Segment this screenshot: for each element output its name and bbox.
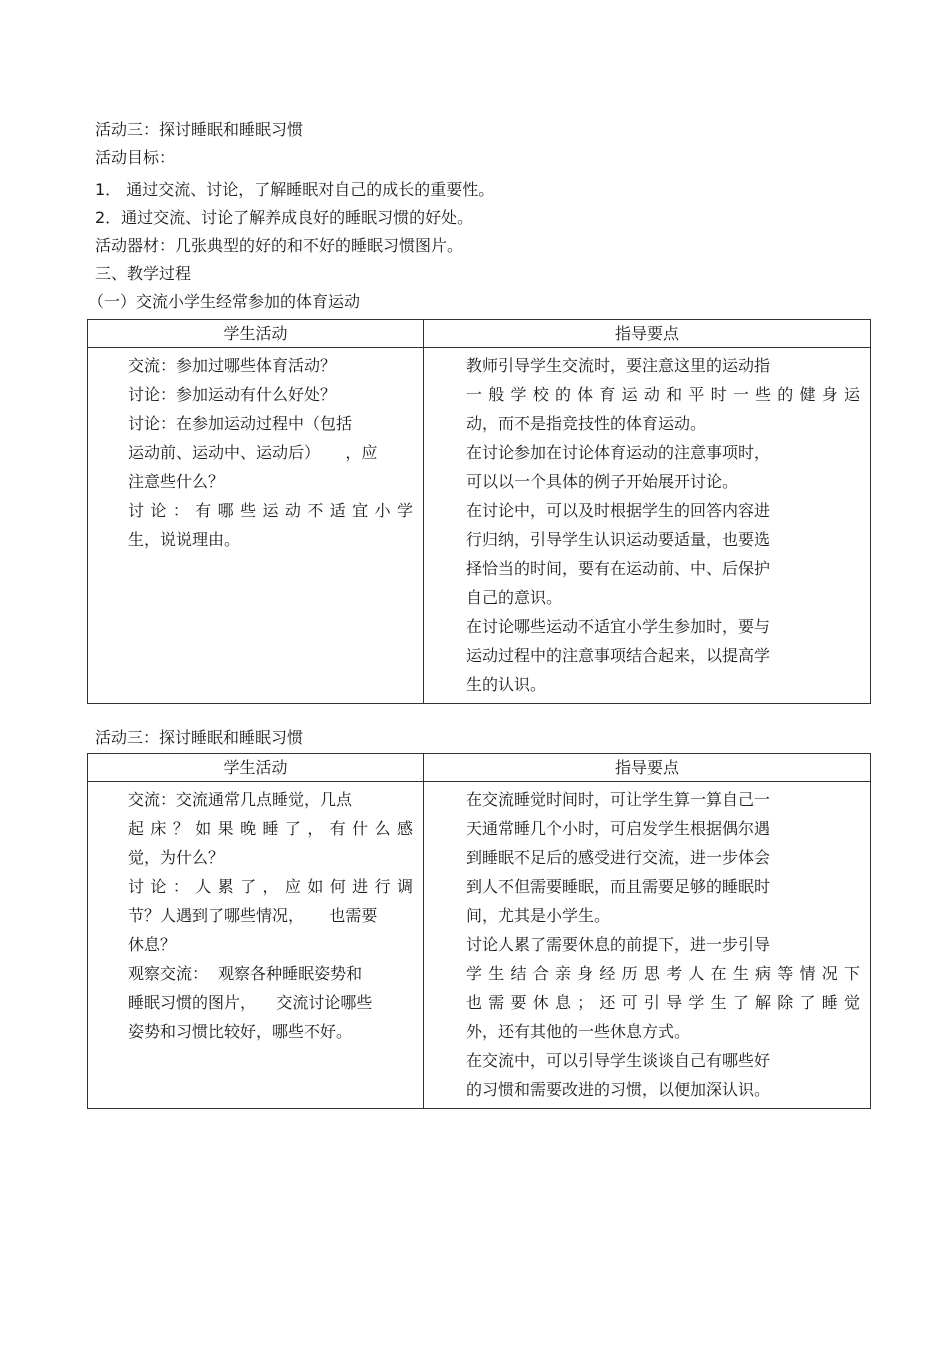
text-line: 可以以一个具体的例子开始展开讨论。 bbox=[466, 472, 739, 491]
text-line: 睡眠习惯的图片， 交流讨论哪些 bbox=[128, 993, 373, 1012]
text-line: 天通常睡几个小时，可启发学生根据偶尔遇 bbox=[466, 819, 771, 838]
text-line: 到人不但需要睡眠，而且需要足够的睡眠时 bbox=[466, 877, 771, 896]
text-line: 生的认识。 bbox=[466, 675, 547, 694]
text-line: 交流：参加过哪些体育活动？ bbox=[128, 356, 337, 375]
text-line: 到睡眠不足后的感受进行交流，进一步体会 bbox=[466, 848, 771, 867]
column-header-guidance: 指导要点 bbox=[424, 320, 871, 348]
text-line: 动，而不是指竞技性的体育运动。 bbox=[466, 414, 707, 433]
text-line: 姿势和习惯比较好，哪些不好。 bbox=[128, 1022, 353, 1041]
text-line: 注意些什么？ bbox=[128, 472, 225, 491]
text-line: 交流：交流通常几点睡觉，几点 bbox=[128, 790, 353, 809]
text-line: 一般学校的体育运动和平时一些的健身运 bbox=[466, 385, 860, 404]
text-line: 在讨论参加在讨论体育运动的注意事项时， bbox=[466, 443, 771, 462]
text-line: 生，说说理由。 bbox=[128, 530, 241, 549]
section-heading-1: （一）交流小学生经常参加的体育运动 bbox=[88, 292, 361, 311]
text-line: 在讨论哪些运动不适宜小学生参加时，要与 bbox=[466, 617, 771, 636]
equipment-line: 活动器材：几张典型的好的和不好的睡眠习惯图片。 bbox=[95, 236, 464, 255]
text-line: 休息？ bbox=[128, 935, 177, 954]
guidance-cell bbox=[424, 782, 871, 1109]
goal-item-1: 1． 通过交流、讨论，了解睡眠对自己的成长的重要性。 bbox=[95, 180, 495, 199]
text-line: 讨论：在参加运动过程中（包括 bbox=[128, 414, 353, 433]
process-heading: 三、教学过程 bbox=[95, 264, 192, 283]
text-line: 讨论：人累了，应如何进行调 bbox=[128, 877, 413, 896]
activity-table-2 bbox=[87, 753, 871, 1109]
text-line: 也需要休息；还可引导学生了解除了睡觉 bbox=[466, 993, 860, 1012]
text-line: 择恰当的时间，要有在运动前、中、后保护 bbox=[466, 559, 771, 578]
text-line: 节？人遇到了哪些情况， 也需要 bbox=[128, 906, 378, 925]
text-line: 在讨论中，可以及时根据学生的回答内容进 bbox=[466, 501, 771, 520]
section-heading-2: 活动三：探讨睡眠和睡眠习惯 bbox=[95, 728, 304, 747]
text-line: 的习惯和需要改进的习惯，以便加深认识。 bbox=[466, 1080, 771, 1099]
goal-item-2: 2．通过交流、讨论了解养成良好的睡眠习惯的好处。 bbox=[95, 208, 474, 227]
text-line: 运动过程中的注意事项结合起来，以提高学 bbox=[466, 646, 771, 665]
text-line: 讨论人累了需要休息的前提下，进一步引导 bbox=[466, 935, 771, 954]
text-line: 自己的意识。 bbox=[466, 588, 563, 607]
column-header-student-activity: 学生活动 bbox=[88, 754, 424, 782]
student-activity-cell bbox=[88, 348, 424, 704]
text-line: 起床？如果晚睡了，有什么感 bbox=[128, 819, 413, 838]
student-activity-cell bbox=[88, 782, 424, 1109]
activity-table-1 bbox=[87, 319, 871, 704]
text-line: 行归纳，引导学生认识运动要适量，也要选 bbox=[466, 530, 771, 549]
text-line: 观察交流： 观察各种睡眠姿势和 bbox=[128, 964, 363, 983]
text-line: 在交流睡觉时间时，可让学生算一算自己一 bbox=[466, 790, 771, 809]
goal-label: 活动目标： bbox=[95, 148, 176, 167]
column-header-guidance: 指导要点 bbox=[424, 754, 871, 782]
guidance-cell bbox=[424, 348, 871, 704]
text-line: 教师引导学生交流时，要注意这里的运动指 bbox=[466, 356, 771, 375]
activity-title: 活动三：探讨睡眠和睡眠习惯 bbox=[95, 120, 304, 139]
text-line: 在交流中，可以引导学生谈谈自己有哪些好 bbox=[466, 1051, 771, 1070]
text-line: 运动前、运动中、运动后） ，应 bbox=[128, 443, 378, 462]
text-line: 觉，为什么？ bbox=[128, 848, 225, 867]
text-line: 间，尤其是小学生。 bbox=[466, 906, 611, 925]
column-header-student-activity: 学生活动 bbox=[88, 320, 424, 348]
text-line: 学生结合亲身经历思考人在生病等情况下 bbox=[466, 964, 860, 983]
text-line: 讨论：参加运动有什么好处？ bbox=[128, 385, 337, 404]
text-line: 讨论：有哪些运动不适宜小学 bbox=[128, 501, 413, 520]
text-line: 外，还有其他的一些休息方式。 bbox=[466, 1022, 691, 1041]
